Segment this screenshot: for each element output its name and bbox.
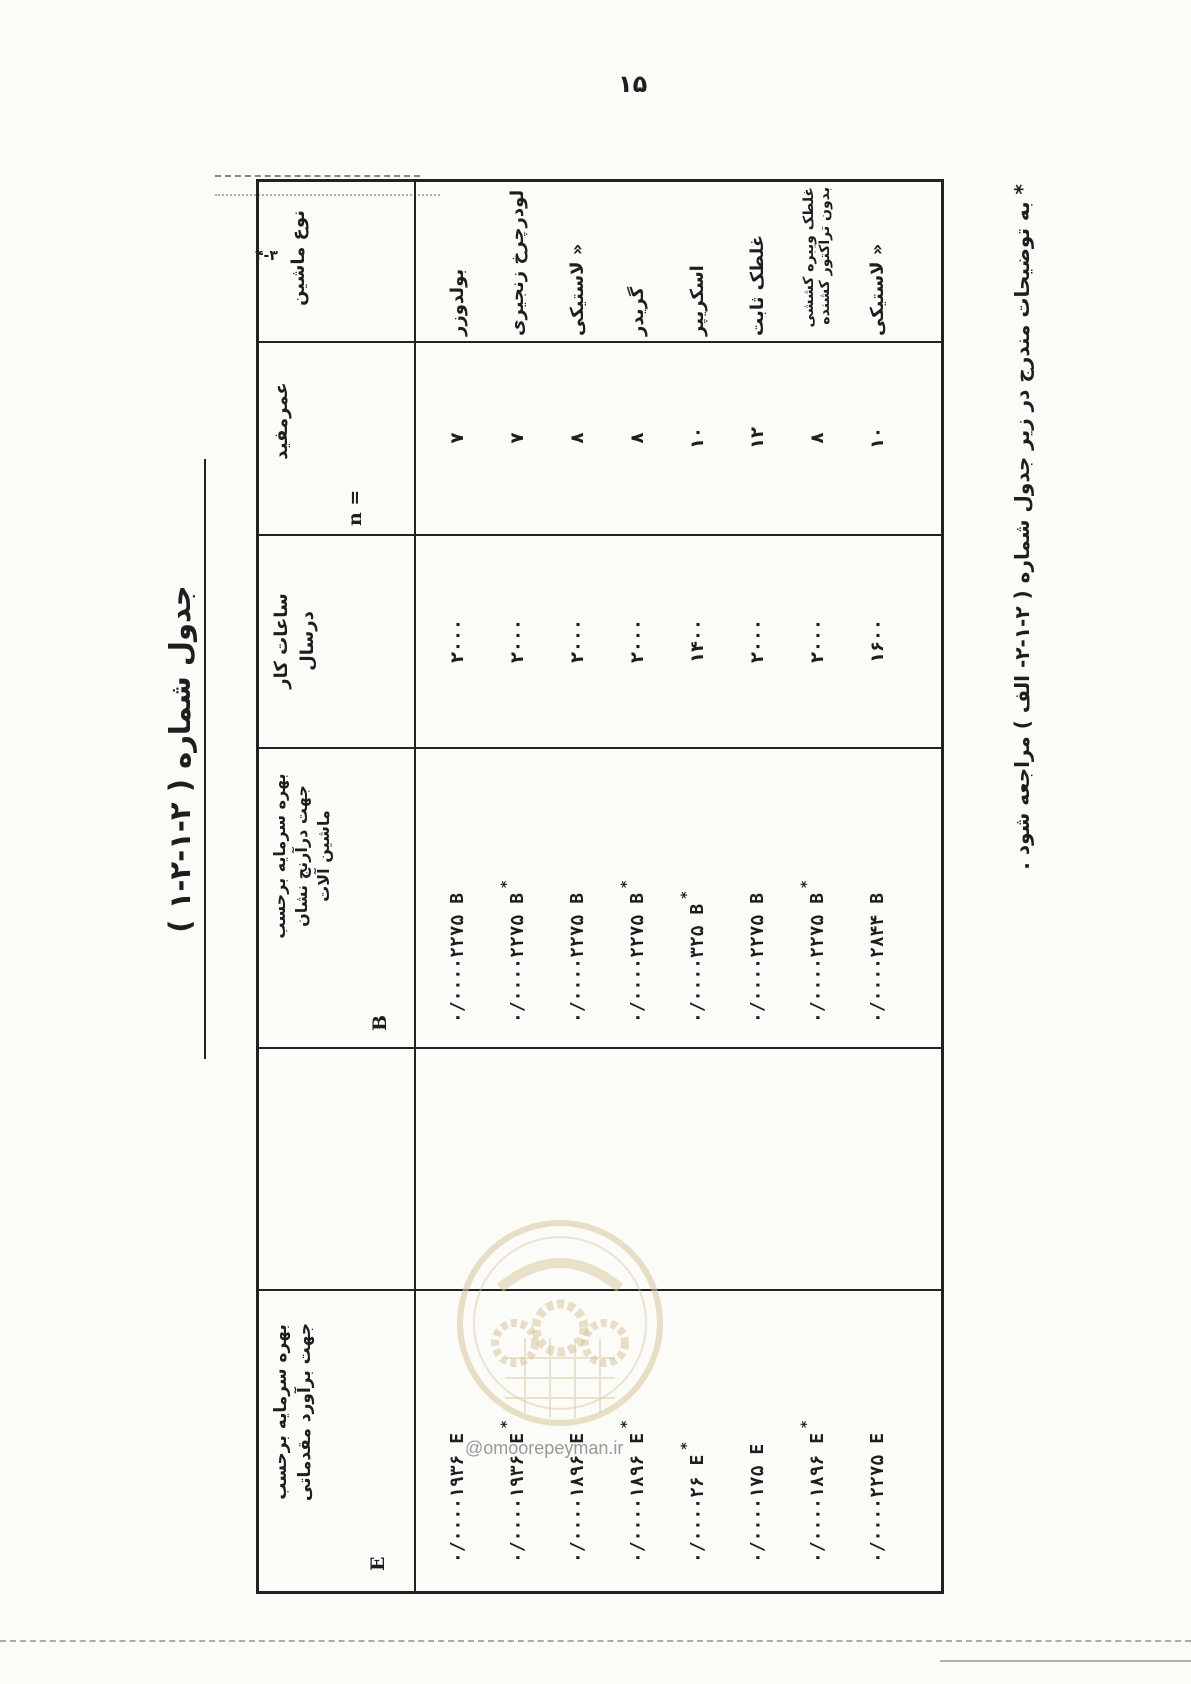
footnote: * به توضیحات مندرج در زیر جدول شماره ( ۲-۱-۲- الف ) مراجعه شود . — [1010, 184, 1034, 870]
cell-life — [427, 343, 487, 533]
footnote-marker: * — [799, 1420, 815, 1428]
cell-life-text: ۸ — [626, 432, 648, 444]
bottom-rule — [0, 1640, 1191, 1644]
cell-hours-text: ۲۰۰۰ — [746, 619, 768, 663]
cell-e — [787, 1293, 847, 1571]
cell-life-text: ۷ — [446, 432, 468, 444]
cell-b — [547, 751, 607, 1031]
cell-b-text: ۰/۰۰۰۰۲۲۷۵ B — [566, 891, 588, 1023]
cell-machine — [487, 181, 547, 336]
cell-life-text: ۷ — [506, 432, 528, 444]
cell-life-text: ۱۰ — [866, 427, 888, 449]
cell-machine-text: « لاستیکی — [566, 243, 588, 336]
header-b-symbol: B — [369, 1014, 391, 1031]
header-life-symbol: n = — [344, 489, 366, 526]
header-divider — [414, 182, 416, 1591]
cell-machine-text: اسکریپر — [686, 265, 708, 336]
cell-hours-text: ۲۰۰۰ — [806, 619, 828, 663]
cell-b — [847, 751, 907, 1031]
cell-hours-text: ۲۰۰۰ — [626, 619, 648, 663]
cell-hours — [607, 536, 667, 746]
cell-life-text: ۸ — [566, 432, 588, 444]
cell-machine — [547, 181, 607, 336]
cell-hours — [547, 536, 607, 746]
footnote-marker: * — [619, 1420, 635, 1428]
header-machine: نوع ماشین — [288, 210, 309, 306]
watermark-text: @omoorepeyman.ir — [465, 1438, 624, 1458]
cell-hours-text: ۲۰۰۰ — [566, 619, 588, 663]
cell-b-text: ۰/۰۰۰۰۲۲۷۵ B — [506, 891, 528, 1023]
footnote-marker: * — [679, 891, 695, 899]
cell-hours — [427, 536, 487, 746]
footnote-marker: * — [499, 1420, 515, 1428]
cell-b-text: ۰/۰۰۰۰۲۲۷۵ B — [446, 891, 468, 1023]
cell-e — [667, 1293, 727, 1571]
footnote-marker: * — [499, 880, 515, 888]
cell-b — [667, 751, 727, 1031]
cell-hours — [667, 536, 727, 746]
cell-b — [727, 751, 787, 1031]
cell-life-text: ۸ — [806, 432, 828, 444]
column-divider — [259, 747, 941, 749]
cell-b — [607, 751, 667, 1031]
bottom-rule — [940, 1660, 1191, 1662]
column-machine — [427, 181, 937, 336]
cell-hours — [847, 536, 907, 746]
cell-e — [847, 1293, 907, 1571]
cell-hours-text: ۱۶۰۰ — [866, 619, 888, 663]
cell-life — [667, 343, 727, 533]
seal-watermark-icon — [455, 1218, 665, 1428]
cell-life — [847, 343, 907, 533]
footnote-marker: * — [619, 880, 635, 888]
cell-e-text: ۰/۰۰۰۰۲۲۷۵ E — [866, 1431, 888, 1563]
page-number: ۱۵ — [618, 70, 648, 98]
cell-b-text: ۰/۰۰۰۰۲۸۴۴ B — [866, 891, 888, 1023]
cell-machine-text: « لاستیکی — [866, 243, 888, 336]
header-life: عمرمفید — [271, 382, 292, 460]
cell-b-text: ۰/۰۰۰۰۲۲۷۵ B — [746, 891, 768, 1023]
cell-hours — [727, 536, 787, 746]
cell-e-text: ۰/۰۰۰۰۱۷۵ E — [746, 1442, 768, 1563]
cell-machine-text: لودرچرخ زنجیری — [506, 189, 528, 336]
cell-machine — [787, 181, 847, 336]
cell-hours-text: ۲۰۰۰ — [506, 619, 528, 663]
cell-hours-text: ۲۰۰۰ — [446, 619, 468, 663]
cell-e — [727, 1293, 787, 1571]
cell-life — [787, 343, 847, 533]
cell-b-text: ۰/۰۰۰۰۳۲۵ B — [686, 902, 708, 1023]
cell-e-text: ۰/۰۰۰۰۲۶ E — [686, 1453, 708, 1563]
cell-life-text: ۱۰ — [686, 427, 708, 449]
cell-e-text: ۰/۰۰۰۰۱۸۹۶ E — [566, 1431, 588, 1563]
cell-life — [547, 343, 607, 533]
cell-machine — [667, 181, 727, 336]
header-b-desc: بهره سرمایه برحسب جهت درآرنج نشان ماشین آلات — [270, 773, 333, 939]
cell-b — [787, 751, 847, 1031]
footnote-marker: * — [679, 1442, 695, 1450]
cell-life — [727, 343, 787, 533]
cell-machine-text: غلطک ویبره کششی بدون تراکتور کشنده — [801, 187, 833, 328]
cell-b-text: ۰/۰۰۰۰۲۲۷۵ B — [626, 891, 648, 1023]
column-divider — [259, 1047, 941, 1049]
cell-e-text: ۰/۰۰۰۰۱۸۹۶ E — [626, 1431, 648, 1563]
table-caption: جدول شماره ( ۲-۱-۲-۱ ) — [160, 459, 206, 1059]
cell-machine-text: گریدر — [626, 286, 648, 336]
cell-b — [427, 751, 487, 1031]
cell-b — [487, 751, 547, 1031]
cell-hours — [487, 536, 547, 746]
cell-machine — [847, 181, 907, 336]
cell-machine — [427, 181, 487, 336]
cell-machine-text: غلطک ثابت — [746, 234, 768, 336]
header-e-symbol: E — [367, 1556, 389, 1571]
footnote-marker: * — [799, 880, 815, 888]
cell-life — [607, 343, 667, 533]
cell-machine — [727, 181, 787, 336]
cell-e-text: ۰/۰۰۰۰۱۹۳۶ E — [446, 1431, 468, 1563]
cell-machine — [607, 181, 667, 336]
cell-machine-text: بولدوزر — [446, 268, 468, 336]
header-e-desc: بهره سرمایه برحسب جهت برآورد مقدماتی — [271, 1322, 315, 1502]
cell-e-text: ۰/۰۰۰۰۱۸۹۶ E — [806, 1431, 828, 1563]
corner-mark: ۴-۳ — [255, 248, 278, 264]
cell-e-text: ۰/۰۰۰۰۱۹۳۶ E — [506, 1431, 528, 1563]
cell-life-text: ۱۲ — [746, 427, 768, 449]
cell-b-text: ۰/۰۰۰۰۲۲۷۵ B — [806, 891, 828, 1023]
column-b — [427, 751, 937, 1031]
column-life — [427, 343, 937, 533]
column-hours — [427, 536, 937, 746]
cell-life — [487, 343, 547, 533]
cell-hours — [787, 536, 847, 746]
header-hours: ساعات کار درسال — [271, 593, 318, 689]
cell-hours-text: ۱۴۰۰ — [686, 619, 708, 663]
